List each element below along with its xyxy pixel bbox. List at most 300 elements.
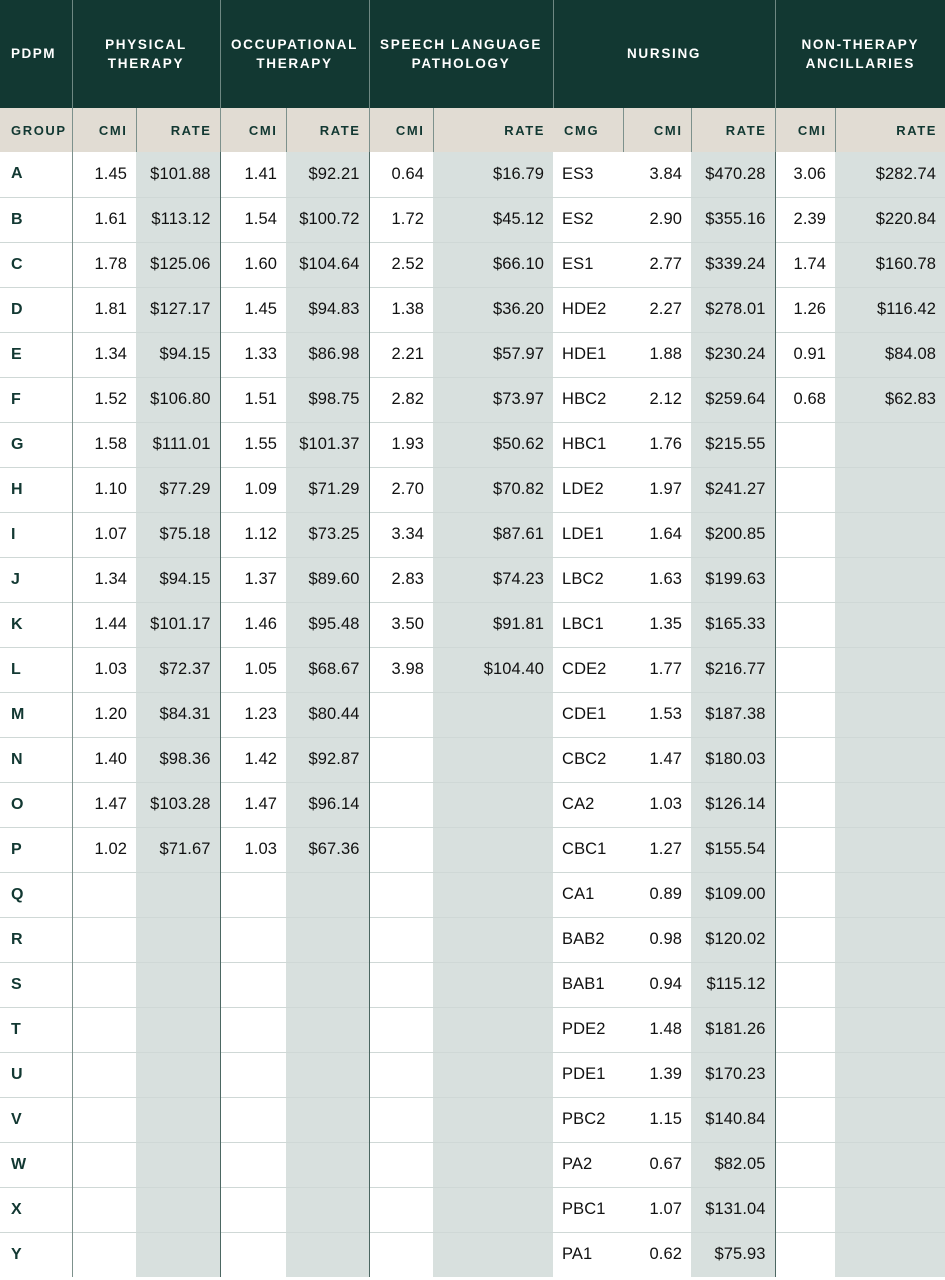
cell-nta-rate — [835, 827, 945, 872]
cell-nta-cmi — [775, 962, 835, 1007]
cell-cmg: BAB2 — [553, 917, 623, 962]
cell-pt-rate: $113.12 — [136, 197, 220, 242]
group-header-pdpm: PDPM — [0, 0, 72, 108]
cell-pt-cmi: 1.44 — [72, 602, 136, 647]
cell-nursing-rate: $140.84 — [691, 1097, 775, 1142]
cell-nta-rate: $220.84 — [835, 197, 945, 242]
cell-pt-cmi — [72, 1097, 136, 1142]
cell-pt-cmi: 1.20 — [72, 692, 136, 737]
cell-nta-cmi: 0.91 — [775, 332, 835, 377]
cell-ot-rate: $96.14 — [286, 782, 369, 827]
cell-nursing-cmi: 1.07 — [623, 1187, 691, 1232]
cell-slp-rate: $91.81 — [433, 602, 553, 647]
cell-pt-cmi: 1.45 — [72, 152, 136, 197]
table-row — [0, 1007, 945, 1052]
cell-nta-rate — [835, 1187, 945, 1232]
cell-ot-rate — [286, 1142, 369, 1187]
table-row — [0, 1187, 945, 1232]
cell-slp-cmi — [369, 962, 433, 1007]
cell-nursing-cmi: 0.98 — [623, 917, 691, 962]
cell-ot-rate: $89.60 — [286, 557, 369, 602]
cell-cmg: ES2 — [553, 197, 623, 242]
table-row — [0, 647, 945, 692]
cell-slp-cmi: 1.38 — [369, 287, 433, 332]
cell-cmg: LDE2 — [553, 467, 623, 512]
row-group-label: D — [0, 287, 72, 332]
cell-ot-cmi — [220, 1097, 286, 1142]
cell-ot-cmi: 1.41 — [220, 152, 286, 197]
cell-nta-rate: $84.08 — [835, 332, 945, 377]
cell-nursing-cmi: 1.39 — [623, 1052, 691, 1097]
cell-slp-rate — [433, 827, 553, 872]
row-group-label: U — [0, 1052, 72, 1097]
cell-pt-cmi — [72, 1187, 136, 1232]
cell-ot-rate — [286, 1007, 369, 1052]
cell-pt-cmi: 1.40 — [72, 737, 136, 782]
cell-slp-rate — [433, 872, 553, 917]
cell-nursing-cmi: 1.35 — [623, 602, 691, 647]
cell-nta-cmi — [775, 602, 835, 647]
table-row — [0, 872, 945, 917]
sub-header-pt-rate: RATE — [136, 108, 220, 152]
cell-nursing-rate: $241.27 — [691, 467, 775, 512]
group-header-occupational-therapy: OCCUPATIONAL THERAPY — [220, 0, 369, 108]
cell-slp-cmi — [369, 917, 433, 962]
table-row — [0, 1097, 945, 1142]
cell-nta-cmi — [775, 557, 835, 602]
cell-nursing-cmi: 0.67 — [623, 1142, 691, 1187]
cell-slp-rate — [433, 1007, 553, 1052]
cell-pt-rate: $111.01 — [136, 422, 220, 467]
cell-nursing-rate: $187.38 — [691, 692, 775, 737]
cell-slp-rate: $36.20 — [433, 287, 553, 332]
cell-nta-cmi — [775, 1232, 835, 1277]
cell-pt-cmi: 1.81 — [72, 287, 136, 332]
cell-pt-cmi: 1.03 — [72, 647, 136, 692]
cell-nta-cmi: 3.06 — [775, 152, 835, 197]
cell-slp-rate: $74.23 — [433, 557, 553, 602]
table-row — [0, 1232, 945, 1277]
cell-slp-cmi — [369, 1052, 433, 1097]
cell-ot-cmi: 1.03 — [220, 827, 286, 872]
cell-pt-rate: $103.28 — [136, 782, 220, 827]
cell-pt-rate — [136, 1097, 220, 1142]
cell-slp-rate: $87.61 — [433, 512, 553, 557]
cell-ot-cmi: 1.05 — [220, 647, 286, 692]
cell-pt-cmi: 1.02 — [72, 827, 136, 872]
cell-ot-cmi — [220, 1052, 286, 1097]
cell-nursing-cmi: 2.77 — [623, 242, 691, 287]
cell-pt-rate — [136, 917, 220, 962]
table-row — [0, 737, 945, 782]
cell-nursing-cmi: 2.90 — [623, 197, 691, 242]
sub-header-nursing-rate: RATE — [691, 108, 775, 152]
cell-nta-rate — [835, 647, 945, 692]
cell-nursing-rate: $126.14 — [691, 782, 775, 827]
cell-ot-rate: $95.48 — [286, 602, 369, 647]
cell-nursing-rate: $470.28 — [691, 152, 775, 197]
sub-header-pt-cmi: CMI — [72, 108, 136, 152]
cell-ot-rate — [286, 917, 369, 962]
row-group-label: H — [0, 467, 72, 512]
sub-header-ot-cmi: CMI — [220, 108, 286, 152]
cell-slp-rate: $16.79 — [433, 152, 553, 197]
row-group-label: O — [0, 782, 72, 827]
cell-nursing-rate: $75.93 — [691, 1232, 775, 1277]
cell-pt-rate — [136, 962, 220, 1007]
row-group-label: V — [0, 1097, 72, 1142]
cell-nursing-rate: $115.12 — [691, 962, 775, 1007]
row-group-label: X — [0, 1187, 72, 1232]
cell-nursing-cmi: 0.62 — [623, 1232, 691, 1277]
cell-nursing-rate: $155.54 — [691, 827, 775, 872]
cell-slp-cmi: 0.64 — [369, 152, 433, 197]
cell-pt-rate: $94.15 — [136, 557, 220, 602]
cell-nta-cmi — [775, 872, 835, 917]
cell-nursing-cmi: 1.03 — [623, 782, 691, 827]
cell-nursing-rate: $120.02 — [691, 917, 775, 962]
group-header-non-therapy-ancillaries: NON-THERAPY ANCILLARIES — [775, 0, 945, 108]
cell-ot-cmi: 1.55 — [220, 422, 286, 467]
group-header-physical-therapy: PHYSICAL THERAPY — [72, 0, 220, 108]
cell-pt-rate: $101.88 — [136, 152, 220, 197]
row-group-label: G — [0, 422, 72, 467]
cell-ot-rate — [286, 962, 369, 1007]
cell-slp-cmi: 3.50 — [369, 602, 433, 647]
cell-cmg: CA2 — [553, 782, 623, 827]
row-group-label: W — [0, 1142, 72, 1187]
cell-ot-cmi: 1.51 — [220, 377, 286, 422]
cell-slp-cmi: 2.52 — [369, 242, 433, 287]
cell-ot-rate: $94.83 — [286, 287, 369, 332]
cell-slp-cmi — [369, 827, 433, 872]
row-group-label: P — [0, 827, 72, 872]
cell-nursing-rate: $181.26 — [691, 1007, 775, 1052]
cell-nta-cmi — [775, 827, 835, 872]
cell-ot-cmi: 1.46 — [220, 602, 286, 647]
cell-ot-cmi — [220, 1007, 286, 1052]
cell-slp-cmi — [369, 1187, 433, 1232]
cell-pt-rate — [136, 1142, 220, 1187]
cell-nursing-rate: $200.85 — [691, 512, 775, 557]
table-row — [0, 827, 945, 872]
cell-nta-cmi — [775, 422, 835, 467]
cell-cmg: CA1 — [553, 872, 623, 917]
cell-cmg: ES3 — [553, 152, 623, 197]
cell-ot-rate: $80.44 — [286, 692, 369, 737]
cell-cmg: HDE1 — [553, 332, 623, 377]
cell-nursing-cmi: 2.27 — [623, 287, 691, 332]
cell-ot-rate: $67.36 — [286, 827, 369, 872]
cell-cmg: PBC2 — [553, 1097, 623, 1142]
cell-nursing-cmi: 1.88 — [623, 332, 691, 377]
cell-nursing-cmi: 1.48 — [623, 1007, 691, 1052]
cell-nursing-cmi: 1.47 — [623, 737, 691, 782]
table-row — [0, 287, 945, 332]
cell-nursing-rate: $82.05 — [691, 1142, 775, 1187]
table-row — [0, 602, 945, 647]
cell-pt-cmi — [72, 962, 136, 1007]
group-header-nursing: NURSING — [553, 0, 775, 108]
cell-cmg: LDE1 — [553, 512, 623, 557]
row-group-label: J — [0, 557, 72, 602]
cell-ot-cmi: 1.45 — [220, 287, 286, 332]
cell-ot-rate: $101.37 — [286, 422, 369, 467]
group-header-row — [0, 0, 945, 108]
cell-nta-cmi — [775, 512, 835, 557]
cell-ot-rate: $68.67 — [286, 647, 369, 692]
cell-pt-cmi: 1.34 — [72, 557, 136, 602]
cell-ot-rate: $86.98 — [286, 332, 369, 377]
cell-nursing-cmi: 2.12 — [623, 377, 691, 422]
sub-header-nursing-cmi: CMI — [623, 108, 691, 152]
cell-nursing-cmi: 1.97 — [623, 467, 691, 512]
sub-header-cmg: CMG — [553, 108, 623, 152]
table-row — [0, 557, 945, 602]
cell-slp-cmi: 2.21 — [369, 332, 433, 377]
cell-slp-cmi: 3.98 — [369, 647, 433, 692]
sub-header-group: GROUP — [0, 108, 72, 152]
cell-ot-rate: $98.75 — [286, 377, 369, 422]
cell-slp-rate — [433, 1232, 553, 1277]
cell-ot-cmi — [220, 917, 286, 962]
cell-pt-rate: $71.67 — [136, 827, 220, 872]
cell-pt-cmi: 1.58 — [72, 422, 136, 467]
cell-nta-rate — [835, 467, 945, 512]
row-group-label: T — [0, 1007, 72, 1052]
table-row — [0, 242, 945, 287]
cell-ot-cmi — [220, 1142, 286, 1187]
cell-cmg: PBC1 — [553, 1187, 623, 1232]
sub-header-slp-cmi: CMI — [369, 108, 433, 152]
cell-cmg: LBC2 — [553, 557, 623, 602]
cell-ot-cmi — [220, 872, 286, 917]
cell-cmg: PA1 — [553, 1232, 623, 1277]
table-row — [0, 782, 945, 827]
cell-cmg: CDE2 — [553, 647, 623, 692]
cell-slp-rate — [433, 692, 553, 737]
row-group-label: N — [0, 737, 72, 782]
cell-pt-cmi: 1.34 — [72, 332, 136, 377]
cell-cmg: PDE1 — [553, 1052, 623, 1097]
cell-ot-cmi: 1.33 — [220, 332, 286, 377]
cell-slp-rate — [433, 1187, 553, 1232]
cell-nta-rate — [835, 1052, 945, 1097]
table-row — [0, 1142, 945, 1187]
cell-nta-rate: $116.42 — [835, 287, 945, 332]
cell-nursing-cmi: 1.77 — [623, 647, 691, 692]
cell-nursing-cmi: 1.15 — [623, 1097, 691, 1142]
cell-pt-cmi: 1.10 — [72, 467, 136, 512]
sub-header-nta-rate: RATE — [835, 108, 945, 152]
cell-slp-rate: $45.12 — [433, 197, 553, 242]
cell-slp-rate — [433, 962, 553, 1007]
cell-nta-cmi — [775, 917, 835, 962]
cell-ot-cmi: 1.37 — [220, 557, 286, 602]
cell-nta-rate — [835, 1097, 945, 1142]
table-header — [0, 0, 945, 152]
cell-ot-cmi: 1.47 — [220, 782, 286, 827]
cell-nursing-rate: $180.03 — [691, 737, 775, 782]
cell-cmg: HBC2 — [553, 377, 623, 422]
cell-nta-rate — [835, 962, 945, 1007]
row-group-label: R — [0, 917, 72, 962]
cell-nta-cmi — [775, 782, 835, 827]
cell-pt-rate: $84.31 — [136, 692, 220, 737]
cell-pt-rate: $101.17 — [136, 602, 220, 647]
cell-ot-cmi: 1.23 — [220, 692, 286, 737]
cell-slp-cmi: 3.34 — [369, 512, 433, 557]
cell-ot-cmi: 1.42 — [220, 737, 286, 782]
cell-nursing-rate: $131.04 — [691, 1187, 775, 1232]
cell-nursing-rate: $165.33 — [691, 602, 775, 647]
cell-nursing-cmi: 1.76 — [623, 422, 691, 467]
cell-nta-cmi — [775, 647, 835, 692]
cell-slp-cmi: 2.83 — [369, 557, 433, 602]
cell-nursing-cmi: 1.27 — [623, 827, 691, 872]
cell-pt-cmi: 1.78 — [72, 242, 136, 287]
cell-slp-cmi — [369, 1232, 433, 1277]
cell-nta-rate — [835, 557, 945, 602]
table-row — [0, 422, 945, 467]
cell-nursing-rate: $278.01 — [691, 287, 775, 332]
table-row — [0, 332, 945, 377]
cell-slp-cmi: 2.82 — [369, 377, 433, 422]
cell-ot-cmi — [220, 1232, 286, 1277]
cell-nta-cmi — [775, 467, 835, 512]
cell-nta-rate — [835, 422, 945, 467]
table-row — [0, 692, 945, 737]
cell-nursing-cmi: 1.63 — [623, 557, 691, 602]
cell-nursing-rate: $216.77 — [691, 647, 775, 692]
cell-nursing-cmi: 3.84 — [623, 152, 691, 197]
cell-slp-rate — [433, 737, 553, 782]
cell-ot-rate — [286, 1232, 369, 1277]
cell-slp-rate — [433, 1052, 553, 1097]
cell-nta-cmi: 0.68 — [775, 377, 835, 422]
cell-nta-rate — [835, 1232, 945, 1277]
cell-slp-rate — [433, 782, 553, 827]
cell-pt-rate: $77.29 — [136, 467, 220, 512]
cell-pt-rate — [136, 1187, 220, 1232]
cell-nta-rate — [835, 737, 945, 782]
cell-pt-cmi — [72, 917, 136, 962]
cell-nta-rate — [835, 1007, 945, 1052]
cell-slp-rate: $66.10 — [433, 242, 553, 287]
row-group-label: I — [0, 512, 72, 557]
row-group-label: C — [0, 242, 72, 287]
cell-slp-rate — [433, 1142, 553, 1187]
table-row — [0, 1052, 945, 1097]
cell-nursing-rate: $215.55 — [691, 422, 775, 467]
sub-header-ot-rate: RATE — [286, 108, 369, 152]
cell-nta-cmi — [775, 692, 835, 737]
cell-nta-rate — [835, 917, 945, 962]
cell-nta-cmi — [775, 737, 835, 782]
cell-ot-rate: $92.21 — [286, 152, 369, 197]
cell-cmg: CDE1 — [553, 692, 623, 737]
cell-pt-cmi: 1.47 — [72, 782, 136, 827]
cell-ot-rate: $71.29 — [286, 467, 369, 512]
cell-slp-cmi: 1.72 — [369, 197, 433, 242]
cell-cmg: CBC2 — [553, 737, 623, 782]
sub-header-nta-cmi: CMI — [775, 108, 835, 152]
cell-nta-rate — [835, 782, 945, 827]
cell-cmg: HBC1 — [553, 422, 623, 467]
cell-slp-cmi — [369, 1142, 433, 1187]
cell-pt-cmi — [72, 872, 136, 917]
cell-cmg: PA2 — [553, 1142, 623, 1187]
cell-cmg: HDE2 — [553, 287, 623, 332]
cell-cmg: ES1 — [553, 242, 623, 287]
group-header-speech-language-pathology: SPEECH LANGUAGE PATHOLOGY — [369, 0, 553, 108]
table-row — [0, 962, 945, 1007]
cell-nursing-rate: $109.00 — [691, 872, 775, 917]
row-group-label: M — [0, 692, 72, 737]
row-group-label: Q — [0, 872, 72, 917]
cell-nta-rate — [835, 692, 945, 737]
cell-nursing-rate: $339.24 — [691, 242, 775, 287]
cell-nursing-cmi: 0.89 — [623, 872, 691, 917]
cell-ot-cmi: 1.60 — [220, 242, 286, 287]
cell-ot-cmi — [220, 1187, 286, 1232]
cell-nta-cmi — [775, 1052, 835, 1097]
table-row — [0, 197, 945, 242]
cell-nta-rate — [835, 872, 945, 917]
row-group-label: Y — [0, 1232, 72, 1277]
cell-ot-rate — [286, 1097, 369, 1142]
cell-slp-rate — [433, 917, 553, 962]
table-row — [0, 152, 945, 197]
cell-pt-cmi — [72, 1142, 136, 1187]
cell-ot-rate: $73.25 — [286, 512, 369, 557]
cell-pt-cmi — [72, 1007, 136, 1052]
cell-pt-cmi — [72, 1052, 136, 1097]
cell-nursing-rate: $170.23 — [691, 1052, 775, 1097]
cell-slp-cmi — [369, 692, 433, 737]
cell-ot-rate — [286, 1187, 369, 1232]
cell-slp-cmi — [369, 782, 433, 827]
cell-ot-rate: $92.87 — [286, 737, 369, 782]
cell-slp-rate: $50.62 — [433, 422, 553, 467]
table-row — [0, 377, 945, 422]
cell-pt-cmi: 1.07 — [72, 512, 136, 557]
sub-header-slp-rate: RATE — [433, 108, 553, 152]
table-body — [0, 152, 945, 1277]
cell-cmg: PDE2 — [553, 1007, 623, 1052]
cell-nta-cmi: 1.74 — [775, 242, 835, 287]
cell-pt-cmi — [72, 1232, 136, 1277]
cell-ot-rate: $104.64 — [286, 242, 369, 287]
cell-pt-rate: $127.17 — [136, 287, 220, 332]
cell-nursing-cmi: 0.94 — [623, 962, 691, 1007]
cell-pt-rate — [136, 1232, 220, 1277]
cell-pt-cmi: 1.52 — [72, 377, 136, 422]
cell-pt-rate: $72.37 — [136, 647, 220, 692]
cell-cmg: CBC1 — [553, 827, 623, 872]
row-group-label: K — [0, 602, 72, 647]
cell-slp-rate: $57.97 — [433, 332, 553, 377]
cell-ot-rate: $100.72 — [286, 197, 369, 242]
cell-pt-rate — [136, 1052, 220, 1097]
cell-pt-rate: $98.36 — [136, 737, 220, 782]
cell-nursing-cmi: 1.53 — [623, 692, 691, 737]
cell-slp-rate: $104.40 — [433, 647, 553, 692]
cell-nta-cmi — [775, 1187, 835, 1232]
row-group-label: S — [0, 962, 72, 1007]
cell-nta-cmi — [775, 1142, 835, 1187]
table-row — [0, 467, 945, 512]
